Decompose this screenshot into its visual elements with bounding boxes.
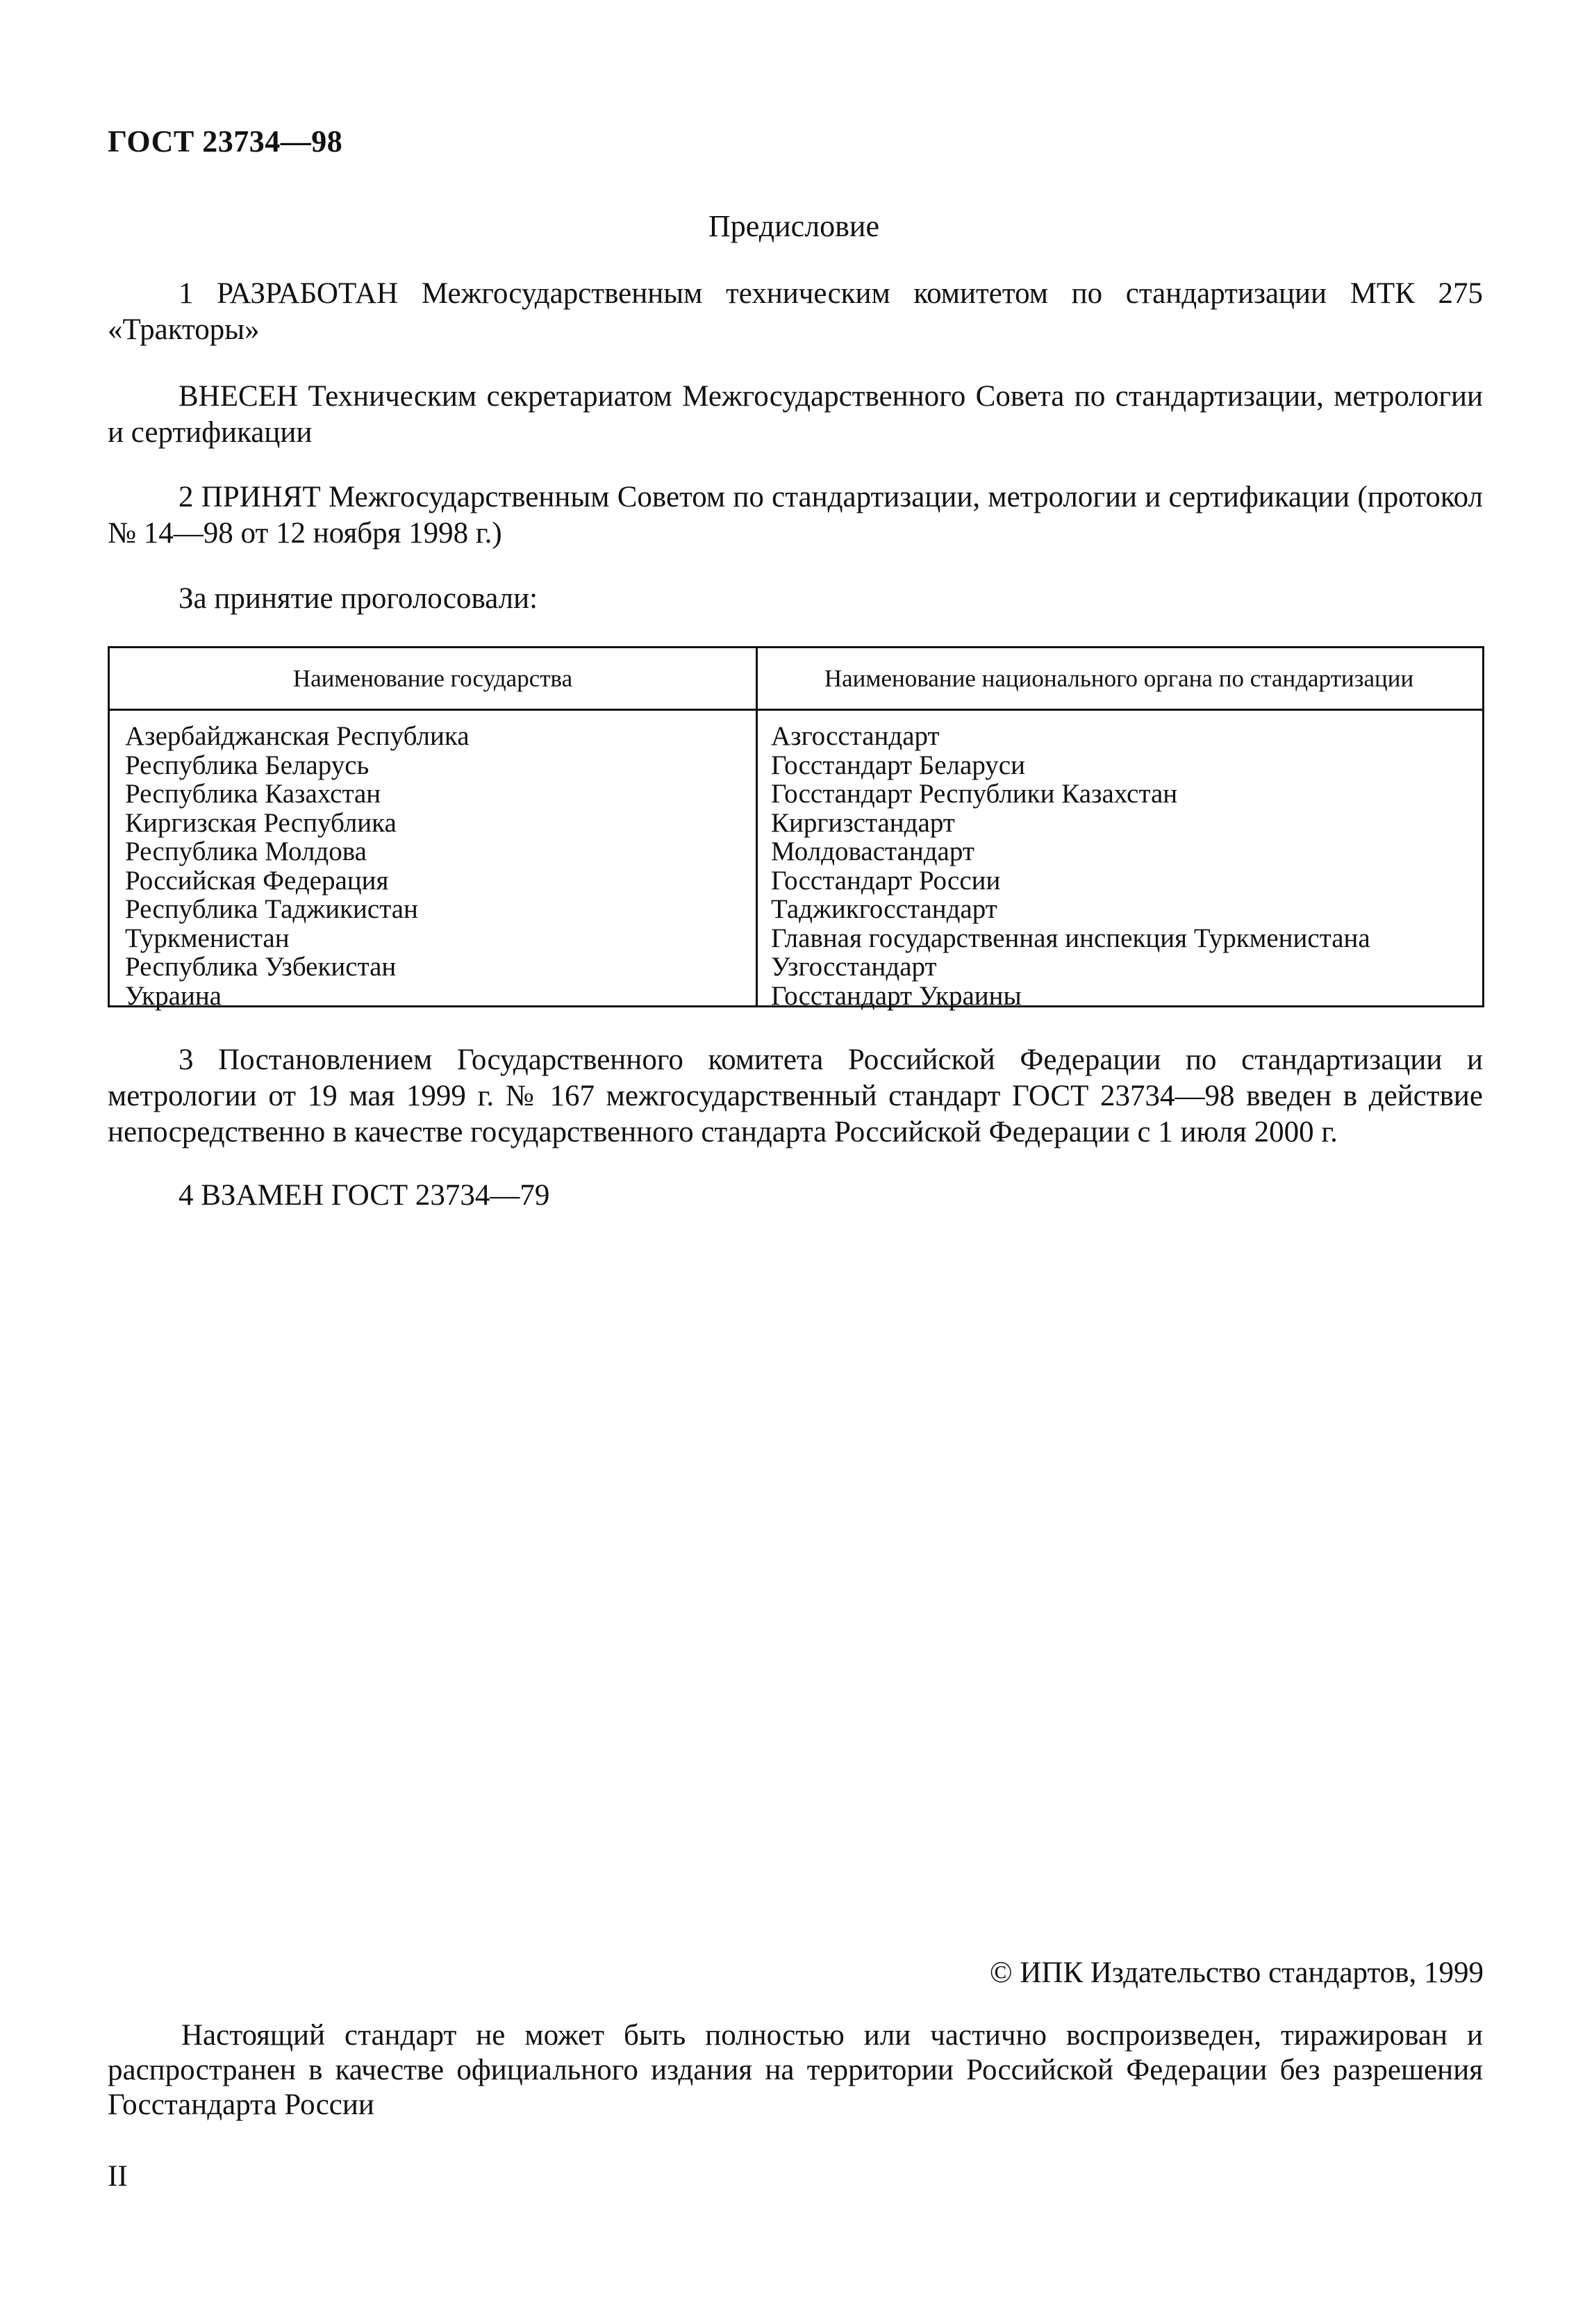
page-number: II <box>108 2160 128 2193</box>
table-header <box>110 648 1482 711</box>
paragraph-adopted-by: 2 ПРИНЯТ Межгосударственным Советом по стандартизации, метрологии и сертификации (протокол № 14—98 от 12 ноября 1998 г.) <box>108 481 1483 550</box>
table-cell-state: Республика Таджикистан <box>125 894 418 924</box>
table-cell-body: Узгосстандарт <box>771 952 937 982</box>
table-cell-body: Госстандарт России <box>771 865 1001 896</box>
table-cell-state: Азербайджанская Республика <box>125 721 470 751</box>
table-cell-body: Киргизстандарт <box>771 807 955 838</box>
table-cell-body: Госстандарт Республики Казахстан <box>771 779 1178 809</box>
table-cell-state: Туркменистан <box>125 923 290 953</box>
table-column-divider <box>756 648 758 1005</box>
table-cell-body: Молдовастандарт <box>771 837 974 866</box>
table-cell-body: Госстандарт Беларуси <box>771 750 1025 780</box>
header-state-name: Наименование государства <box>292 664 573 692</box>
table-cell-state: Украина <box>125 980 222 1011</box>
table-cell-state: Республика Казахстан <box>125 779 381 809</box>
table-cell-state: Республика Беларусь <box>125 750 370 780</box>
standards-bodies-column <box>771 722 1479 1010</box>
table-cell-state: Российская Федерация <box>125 865 389 896</box>
copyright-notice: © ИПК Издательство стандартов, 1999 <box>989 1956 1484 1989</box>
page-title: Предисловие <box>708 209 879 243</box>
table-cell-state: Киргизская Республика <box>125 807 397 838</box>
paragraph-voted-for: За принятие проголосовали: <box>179 582 538 615</box>
table-cell-body: Таджикгосстандарт <box>771 894 997 924</box>
table-cell-body: Азгосстандарт <box>771 721 940 751</box>
header-standards-body: Наименование национального органа по стандартизации <box>824 664 1414 692</box>
table-cell-body: Госстандарт Украины <box>771 980 1022 1011</box>
table-cell-state: Республика Молдова <box>125 837 367 866</box>
table-cell-state: Республика Узбекистан <box>125 952 397 982</box>
paragraph-developed-by: 1 РАЗРАБОТАН Межгосударственным техническим комитетом по стандартизации МТК 275 «Тракторы» <box>108 277 1483 346</box>
paragraph-resolution: 3 Постановлением Государственного комитета Российской Федерации по стандартизации и метрологии от 19 мая 1999 г. № 167 межгосударственный стандарт ГОСТ 23734—98 введен в действие непосредственно в качестве государственного стандарта Российской Федерации с 1 июля 2000 г. <box>108 1044 1483 1148</box>
states-column <box>125 722 750 1010</box>
reproduction-notice: Настоящий стандарт не может быть полностью или частично воспроизведен, тиражирован и распространен в качестве официального издания на территории Российской Федерации без разрешения Госстандарта России <box>108 2019 1483 2121</box>
paragraph-introduced-by: ВНЕСЕН Техническим секретариатом Межгосударственного Совета по стандартизации, метрологии и сертификации <box>108 380 1483 449</box>
paragraph-replaces: 4 ВЗАМЕН ГОСТ 23734—79 <box>179 1179 550 1212</box>
voting-table <box>108 646 1484 1011</box>
document-code: ГОСТ 23734—98 <box>108 124 343 158</box>
table-cell-body: Главная государственная инспекция Туркменистана <box>771 923 1370 953</box>
